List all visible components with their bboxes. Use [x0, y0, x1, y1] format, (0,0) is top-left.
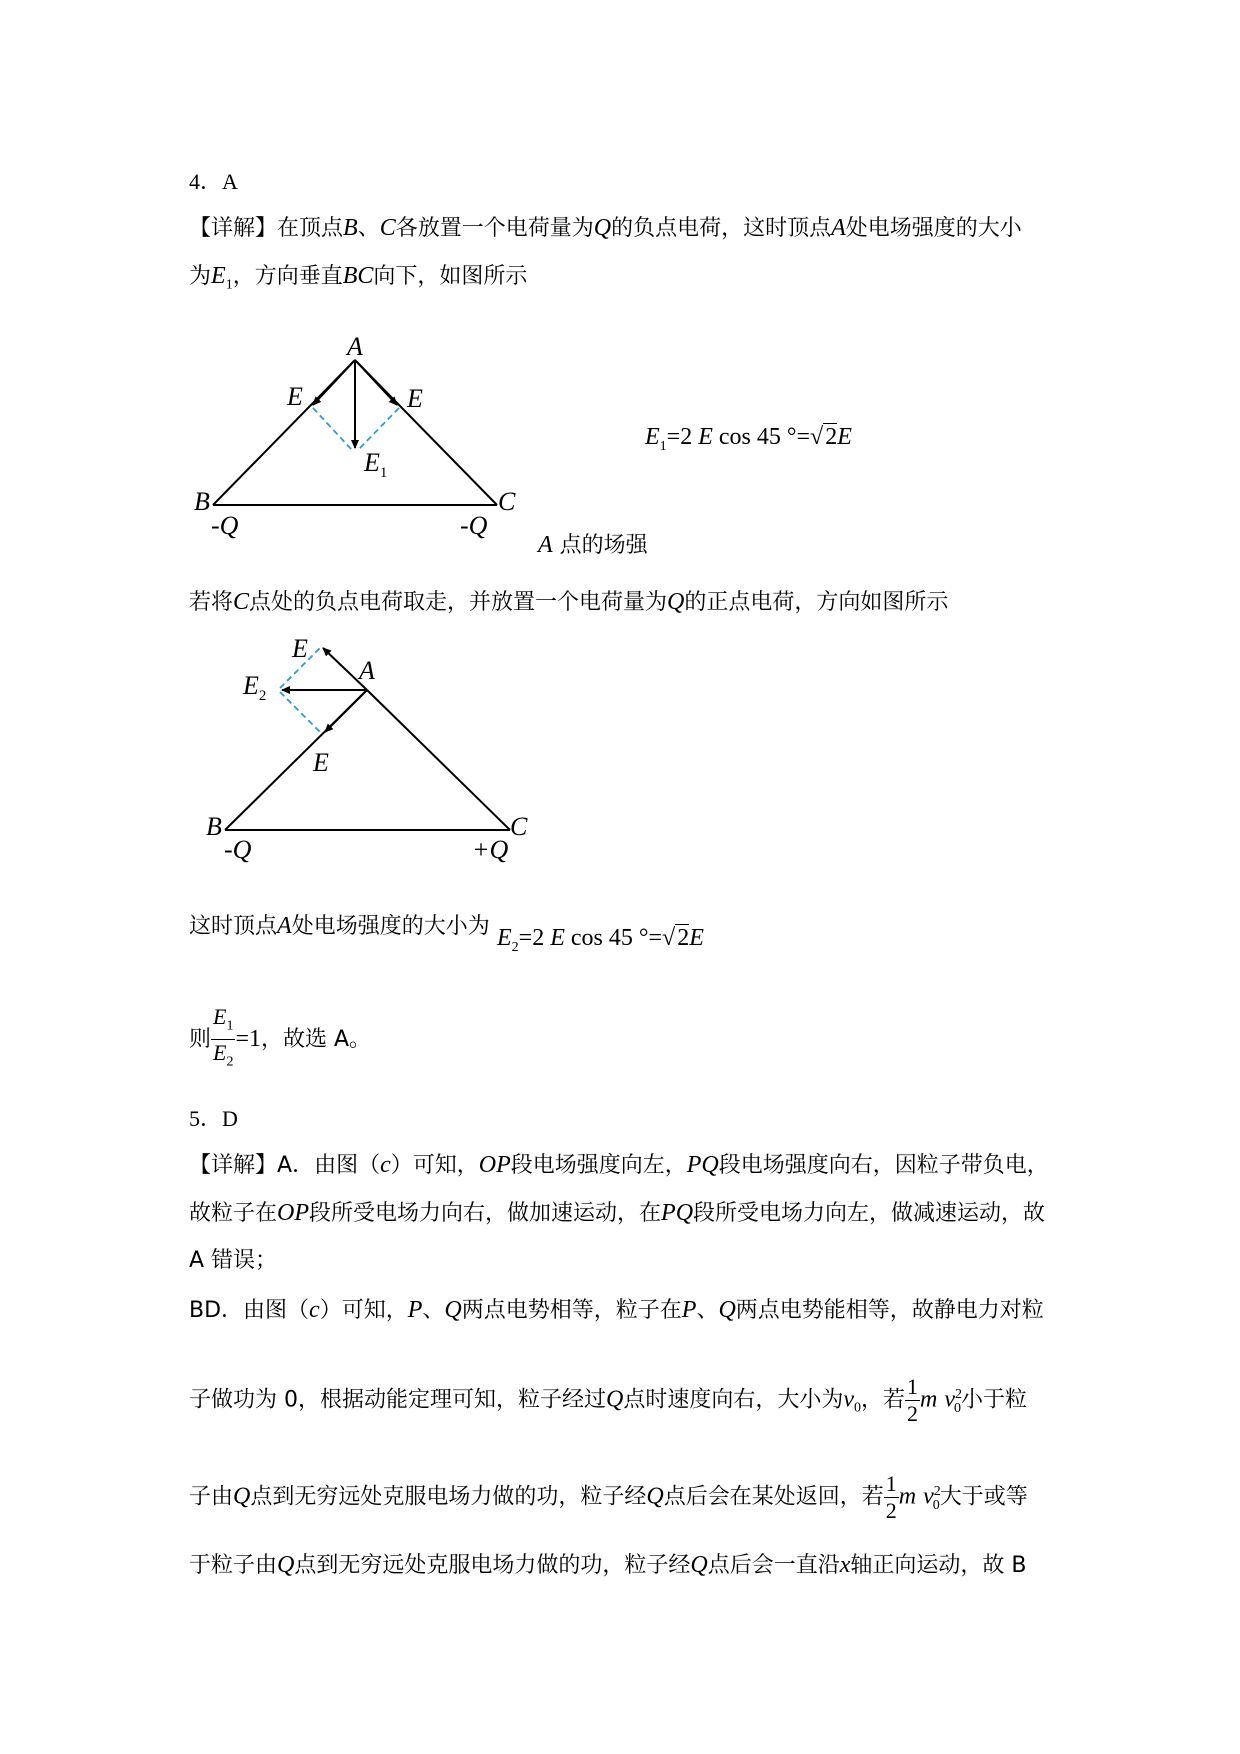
figure-1-triangle-field: [185, 325, 545, 550]
label-e-left: E: [287, 382, 303, 411]
question-4-number: 4．A: [189, 169, 238, 194]
label-vertex-c: C: [498, 487, 516, 516]
formula-e1: $E_1=2$ E cos 45 °=√2E: [645, 424, 852, 454]
label-e-bottom: E: [313, 748, 329, 777]
label-charge-c: +Q: [472, 835, 509, 864]
figure-1-caption: A 点的场强: [538, 532, 648, 558]
q5-line-3: A 错误；: [189, 1248, 278, 1273]
figure-2-triangle-field: [200, 625, 540, 870]
q4-paragraph-1: 【详解】在顶点B、C各放置一个电荷量为Q的负点电荷，这时顶点A处电场强度的大小: [189, 215, 1022, 241]
ratio-fraction: $\frac{E_1}{E_2}$: [213, 1004, 234, 1070]
q4-conclusion: 则 $\frac{E_1}{E_2}$ =1，故选 A。: [189, 1004, 371, 1076]
label-vertex-a: A: [359, 656, 375, 685]
q4-paragraph-3: 若将C点处的负点电荷取走，并放置一个电荷量为Q的正点电荷，方向如图所示: [189, 589, 949, 615]
label-vertex-b: B: [206, 812, 222, 841]
q4-paragraph-2: 为$E_1$，方向垂直BC向下，如图所示: [189, 263, 528, 293]
q5-line-5: 子做功为 0，根据动能定理可知，粒子经过Q点时速度向右，大小为$v_0$，若 $\frac{1}{2}$ m $v^2_0$小于粒: [189, 1373, 1028, 1426]
q5-line-2: 故粒子在OP段所受电场力向右，做加速运动，在PQ段所受电场力向左，做减速运动，故: [189, 1200, 1046, 1226]
label-vertex-b: B: [194, 487, 210, 516]
q5-line-7: 于粒子由Q点到无穷远处克服电场力做的功，粒子经Q点后会一直沿x轴正向运动，故 B: [189, 1552, 1027, 1578]
label-e-top: E: [292, 634, 308, 663]
dashed-guide-left: [313, 408, 352, 450]
formula-e2: $E_2=2$ E cos 45 °=√2E: [497, 925, 704, 955]
triangle-side-ac: [367, 690, 510, 830]
field-arrow-left: [313, 360, 355, 405]
label-charge-c: -Q: [460, 511, 488, 540]
half-fraction: $\frac{1}{2}$: [885, 1470, 897, 1523]
label-e1: $E_1$: [364, 448, 388, 481]
dashed-guide-right: [358, 408, 399, 450]
label-vertex-a: A: [347, 332, 363, 361]
question-5-number: 5．D: [189, 1106, 238, 1131]
field-arrow-right: [355, 360, 397, 405]
label-e2: $E_2$: [243, 671, 267, 704]
q5-line-6: 子由Q点到无穷远处克服电场力做的功，粒子经Q点后会在某处返回，若 $\frac{1}{2}$ m $v^2_0$大于或等: [189, 1470, 1028, 1523]
q4-paragraph-4: 这时顶点A处电场强度的大小为: [189, 913, 490, 939]
half-fraction: $\frac{1}{2}$: [907, 1373, 919, 1426]
dashed-guide-bottom: [280, 692, 322, 734]
field-arrow-bottom: [325, 690, 367, 732]
label-charge-b: -Q: [224, 835, 252, 864]
label-vertex-c: C: [510, 812, 528, 841]
q5-line-1: 【详解】A．由图（c）可知，OP段电场强度向左，PQ段电场强度向右，因粒子带负电，: [189, 1152, 1049, 1178]
label-e-right: E: [407, 384, 423, 413]
label-charge-b: -Q: [211, 511, 239, 540]
q5-line-4: BD．由图（c）可知，P、Q两点电势相等，粒子在P、Q两点电势能相等，故静电力对粒: [189, 1297, 1044, 1323]
